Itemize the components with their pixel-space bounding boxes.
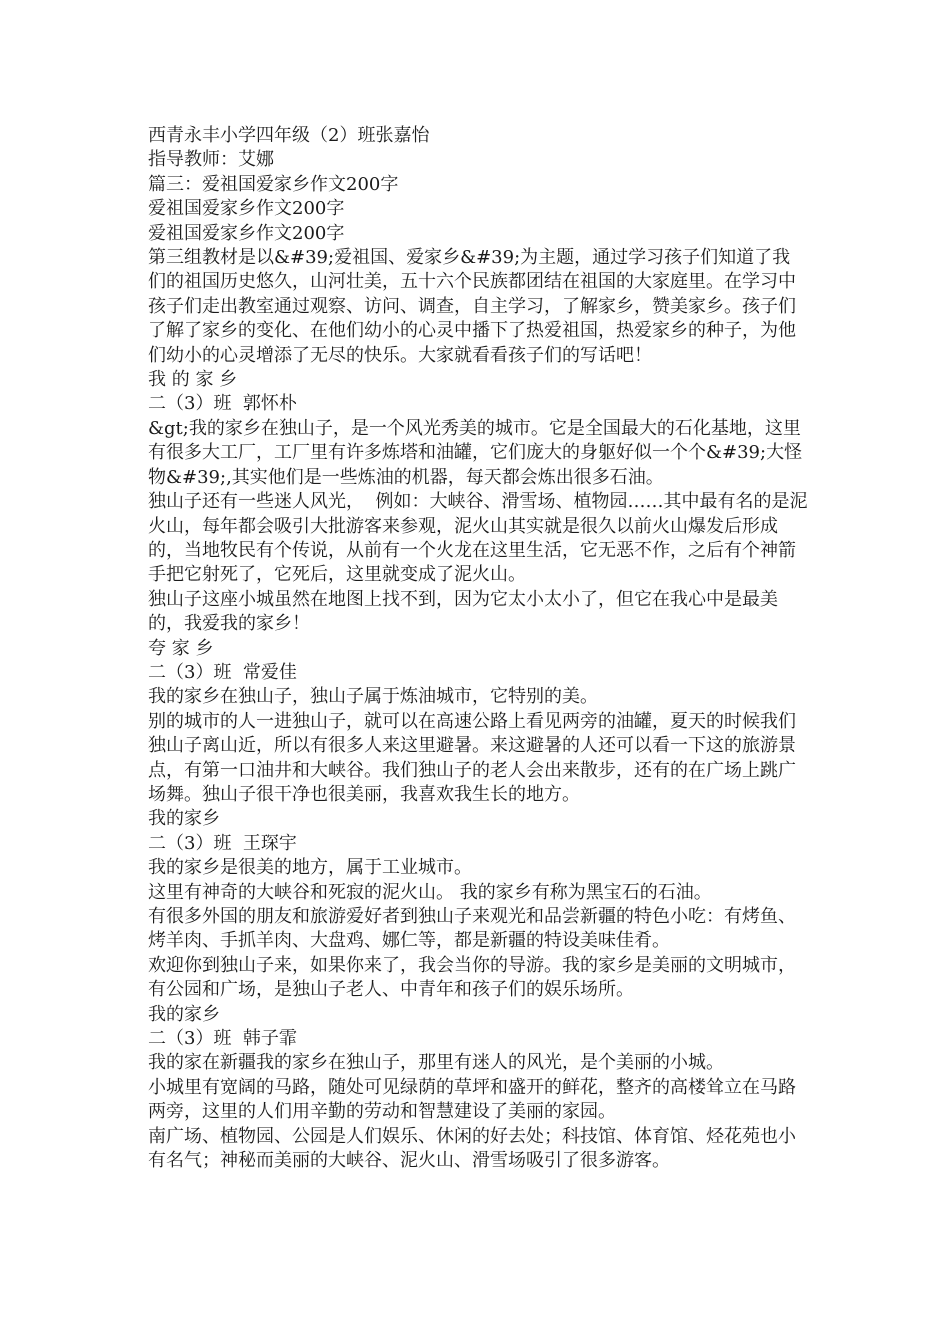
essay-author: 二（3）班 常爱佳 — [148, 661, 297, 683]
paragraph: &gt;我的家乡在独山子，是一个风光秀美的城市。它是全国最大的石化基地，这里有很多大工厂，工厂里有许多炼塔和油罐，它们庞大的身躯好似一个个&#39;大怪物&#39;,其实他们是一些炼油的机器，每天都会炼出很多石油。 — [148, 417, 803, 488]
section-heading: 篇三：爱祖国爱家乡作文200字 — [148, 173, 399, 195]
essay-title: 夸 家 乡 — [148, 637, 214, 659]
teacher-line: 指导教师：艾娜 — [148, 149, 274, 171]
essay-title: 我的家乡 — [148, 1003, 220, 1025]
paragraph: 独山子还有一些迷人风光， 例如：大峡谷、滑雪场、植物园……其中最有名的是泥火山，每年都会吸引大批游客来参观，泥火山其实就是很久以前火山爆发后形成的，当地牧民有个传说，从前有一个火龙在这里生活，它无恶不作，之后有个神箭手把它射死了，它死后，这里就变成了泥火山。 — [148, 491, 808, 586]
paragraph: 我的家乡是很美的地方，属于工业城市。 — [148, 857, 472, 879]
paragraph: 南广场、植物园、公园是人们娱乐、休闲的好去处；科技馆、体育馆、烃花苑也小有名气；神秘而美丽的大峡谷、泥火山、滑雪场吸引了很多游客。 — [148, 1125, 796, 1172]
paragraph: 有很多外国的朋友和旅游爱好者到独山子来观光和品尝新疆的特色小吃：有烤鱼、烤羊肉、手抓羊肉、大盘鸡、娜仁等，都是新疆的特设美味佳肴。 — [148, 906, 796, 952]
paragraph: 别的城市的人一进独山子，就可以在高速公路上看见两旁的油罐，夏天的时候我们独山子离山近，所以有很多人来这里避暑。来这避暑的人还可以看一下这的旅游景点，有第一口油井和大峡谷。我们独山子的老人会出来散步，还有的在广场上跳广场舞。独山子很干净也很美丽，我喜欢我生长的地方。 — [148, 710, 796, 805]
paragraph: 我的家在新疆我的家乡在独山子，那里有迷人的风光，是个美丽的小城。 — [148, 1052, 724, 1074]
paragraph: 这里有神奇的大峡谷和死寂的泥火山。 我的家乡有称为黑宝石的石油。 — [148, 881, 712, 903]
paragraph: 我的家乡在独山子，独山子属于炼油城市，它特别的美。 — [148, 686, 598, 708]
paragraph: 独山子这座小城虽然在地图上找不到，因为它太小太小了，但它在我心中是最美的，我爱我的家乡！ — [148, 588, 778, 635]
paragraph: 欢迎你到独山子来，如果你来了，我会当你的导游。我的家乡是美丽的文明城市，有公园和广场，是独山子老人、中青年和孩子们的娱乐场所。 — [148, 954, 796, 1001]
essay-title: 爱祖国爱家乡作文200字 — [148, 222, 345, 244]
author-line: 西青永丰小学四年级（2）班张嘉怡 — [148, 125, 430, 146]
intro-paragraph: 第三组教材是以&#39;爱祖国、爱家乡&#39;为主题，通过学习孩子们知道了我们的祖国历史悠久，山河壮美，五十六个民族都团结在祖国的大家庭里。在学习中孩子们走出教室通过观察、访问、调查，自主学习，了解家乡，赞美家乡。孩子们了解了家乡的变化、在他们幼小的心灵中播下了热爱祖国，热爱家乡的种子，为他们幼小的心灵增添了无尽的快乐。大家就看看孩子们的写话吧！ — [148, 247, 796, 366]
paragraph: 小城里有宽阔的马路，随处可见绿荫的草坪和盛开的鲜花，整齐的高楼耸立在马路两旁，这里的人们用辛勤的劳动和智慧建设了美丽的家园。 — [148, 1076, 796, 1123]
essay-author: 二（3）班 韩子霏 — [148, 1028, 297, 1050]
document-page — [148, 124, 808, 1173]
essay-author: 二（3）班 郭怀朴 — [148, 393, 297, 415]
essay-title: 爱祖国爱家乡作文200字 — [148, 198, 345, 220]
essay-title: 我的家乡 — [148, 808, 220, 830]
essay-author: 二（3）班 王琛宇 — [148, 832, 297, 854]
essay-title: 我 的 家 乡 — [148, 369, 238, 391]
